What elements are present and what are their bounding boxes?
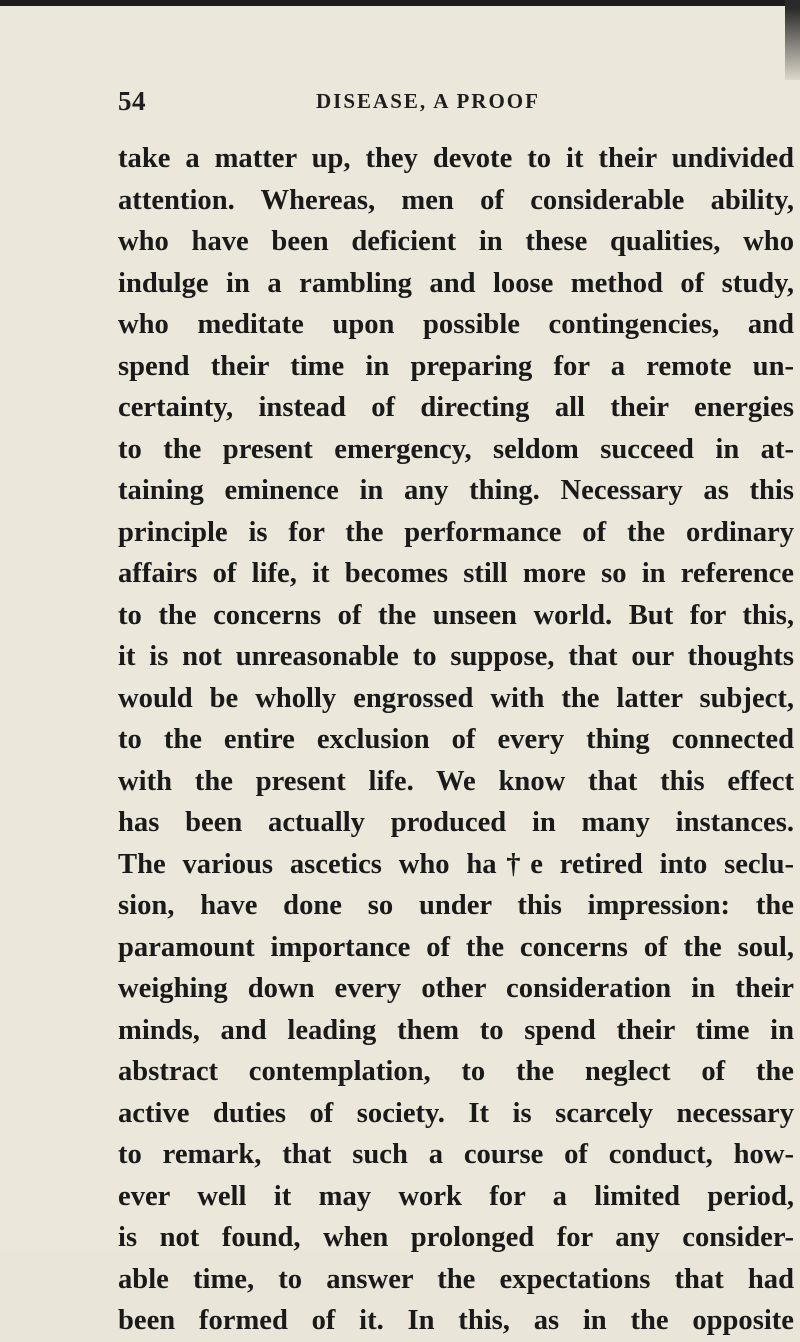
text-line: is not found, when prolonged for any consider- <box>118 1222 794 1253</box>
text-line: The various ascetics who ha†e retired into seclu- <box>118 848 794 880</box>
text-line: indulge in a rambling and loose method of study, <box>118 267 794 299</box>
page-corner-shadow <box>785 0 800 80</box>
text-line: affairs of life, it becomes still more so in reference <box>118 558 794 589</box>
text-line: active duties of society. It is scarcely necessary <box>118 1097 794 1129</box>
text-line: it is not unreasonable to suppose, that our thoughts <box>118 641 794 672</box>
text-line: minds, and leading them to spend their time in <box>118 1014 794 1046</box>
text-line: who have been deficient in these qualities, who <box>118 226 794 257</box>
text-line: paramount importance of the concerns of the soul, <box>118 931 794 963</box>
text-line: ever well it may work for a limited period, <box>118 1180 794 1212</box>
text-line: with the present life. We know that this effect <box>118 765 794 797</box>
text-line: abstract contemplation, to the neglect of the <box>118 1056 794 1087</box>
page-top-edge <box>0 0 785 6</box>
body-text <box>118 138 794 1342</box>
text-line: would be wholly engrossed with the latter subject, <box>118 682 794 714</box>
text-line: able time, to answer the expectations that had <box>118 1263 794 1295</box>
text-line: to remark, that such a course of conduct, how- <box>118 1139 794 1170</box>
text-line: take a matter up, they devote to it their undivided <box>118 143 794 174</box>
running-head-title: DISEASE, A PROOF <box>316 89 540 113</box>
text-line: has been actually produced in many instances. <box>118 807 794 838</box>
text-line: to the concerns of the unseen world. But for this, <box>118 599 794 631</box>
text-line: who meditate upon possible contingencies, and <box>118 309 794 340</box>
text-line: to the present emergency, seldom succeed in at- <box>118 433 794 465</box>
text-line: taining eminence in any thing. Necessary as this <box>118 475 794 506</box>
page-number: 54 <box>118 86 146 116</box>
text-line: principle is for the performance of the ordinary <box>118 516 794 548</box>
text-line: to the entire exclusion of every thing connected <box>118 724 794 755</box>
text-line: certainty, instead of directing all their energies <box>118 392 794 423</box>
text-line: attention. Whereas, men of considerable ability, <box>118 184 794 216</box>
text-line: sion, have done so under this impression: the <box>118 890 794 921</box>
text-line: been formed of it. In this, as in the opposite <box>118 1305 794 1336</box>
text-line: spend their time in preparing for a remote un- <box>118 350 794 382</box>
running-head <box>0 86 800 126</box>
text-line: weighing down every other consideration in their <box>118 973 794 1004</box>
